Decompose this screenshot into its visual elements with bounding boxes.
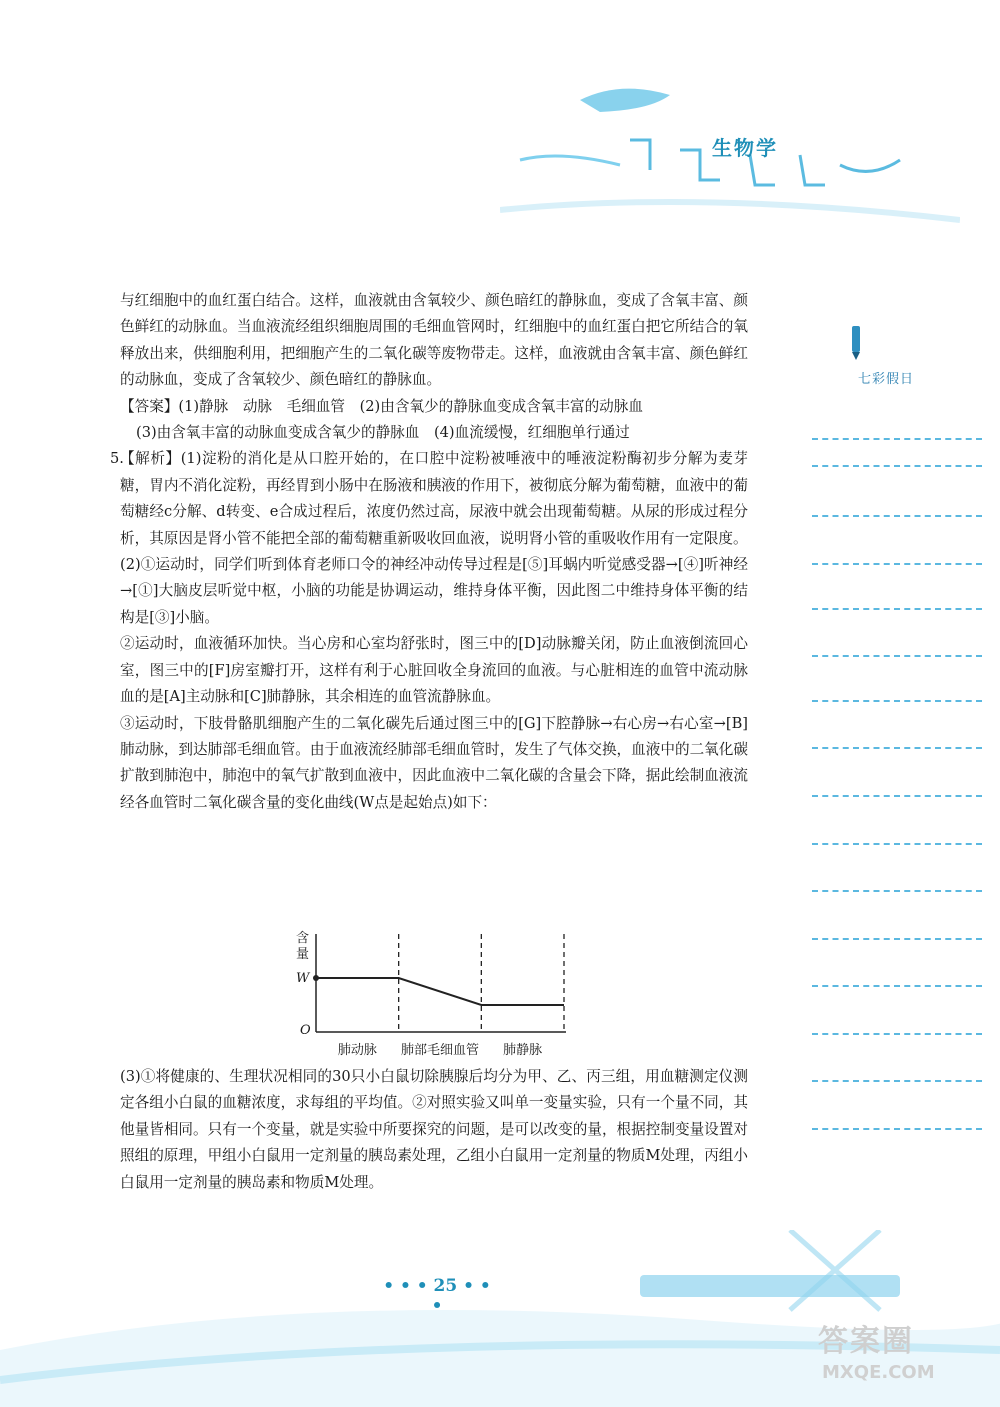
w-start-point (313, 975, 319, 981)
answer-line: (3)由含氧丰富的动脉血变成含氧少的静脉血 (4)血流缓慢，红细胞单行通过 (136, 424, 630, 442)
paragraph: 与红细胞中的血红蛋白结合。这样，血液就由含氧较少、颜色暗红的静脉血，变成了含氧丰富、颜色鲜红的动脉血。当血液流经组织细胞周围的毛细血管网时，红细胞中的血红蛋白把它所结合的氧释放出来，供细胞利用，把细胞产生的二氧化碳等废物带走。这样，血液就由含氧丰富、颜色鲜红的动脉血，变成了含氧较少、颜色暗红的静脉血。 (120, 292, 748, 389)
note-line (812, 655, 982, 657)
note-line (812, 1080, 982, 1082)
co2-series-line (316, 978, 564, 1005)
watermark-logo-text: 答案圈 (818, 1324, 914, 1359)
note-line (812, 700, 982, 702)
watermark-url: MXQE.COM (822, 1362, 935, 1383)
region-label: 肺静脉 (503, 1043, 543, 1058)
subject-label: 生物学 (712, 136, 778, 160)
note-line (812, 938, 982, 940)
note-line (812, 563, 982, 565)
note-line (812, 795, 982, 797)
answer-text-block (110, 288, 748, 816)
paragraph: 【解析】(1)淀粉的消化是从口腔开始的，在口腔中淀粉被唾液中的唾液淀粉酶初步分解为麦芽糖，胃内不消化淀粉，再经胃到小肠中在肠液和胰液的作用下，被彻底分解为葡萄糖，血液中的葡萄糖经c分解、d转变、e合成过程后，浓度仍然过高，尿液中就会出现葡萄糖。从尿的形成过程分析，其原因是肾小管不能把全部的葡萄糖重新吸收回血液，说明肾小管的重吸收作用有一定限度。 (120, 450, 748, 547)
w-label: W (296, 971, 310, 986)
boat-icon (580, 89, 670, 112)
co2-content-chart (286, 922, 586, 1062)
paragraph: (3)①将健康的、生理状况相同的30只小白鼠切除胰腺后均分为甲、乙、丙三组，用血糖测定仪测定各组小白鼠的血糖浓度，求每组的平均值。②对照实验又叫单一变量实验，只有一个量不同，其他量皆相同。只有一个变量，就是实验中所要探究的问题，是可以改变的量，根据控制变量设置对照组的原理，甲组小白鼠用一定剂量的胰岛素处理，乙组小白鼠用一定剂量的物质M处理，丙组小白鼠用一定剂量的胰岛素和物质M处理。 (120, 1068, 748, 1191)
note-line (812, 1128, 982, 1130)
note-line (812, 465, 982, 467)
origin-label: O (300, 1023, 311, 1038)
paragraph: ③运动时，下肢骨骼肌细胞产生的二氧化碳先后通过图三中的[G]下腔静脉→右心房→右心室→[B]肺动脉，到达肺部毛细血管。由于血液流经肺部毛细血管时，发生了气体交换，血液中的二氧化碳扩散到肺泡中，肺泡中的氧气扩散到血液中，因此血液中二氧化碳的含量会下降，据此绘制血液流经各血管时二氧化碳含量的变化曲线(W点是起始点)如下： (120, 714, 748, 811)
note-line (812, 985, 982, 987)
question-number: 5. (110, 450, 124, 468)
note-line (812, 890, 982, 892)
pencil-icon (846, 324, 866, 362)
y-axis-label-char1: 含 (296, 931, 310, 946)
answer-line: 【答案】(1)静脉 动脉 毛细血管 (2)由含氧少的静脉血变成含氧丰富的动脉血 (120, 397, 643, 415)
page-number: • • • 25 • • • (383, 1276, 491, 1316)
note-line (812, 438, 982, 440)
note-line (812, 608, 982, 610)
note-line (812, 843, 982, 845)
note-line (812, 1033, 982, 1035)
paragraph: ②运动时，血液循环加快。当心房和心室均舒张时，图三中的[D]动脉瓣关闭，防止血液倒流回心室，图三中的[F]房室瓣打开，这样有利于心脏回收全身流回的血液。与心脏相连的血管中流动脉血的是[A]主动脉和[C]肺静脉，其余相连的血管流静脉血。 (120, 635, 748, 706)
region-label: 肺动脉 (337, 1043, 377, 1058)
note-line (812, 515, 982, 517)
answer-text-block-2 (120, 1064, 748, 1196)
brand-text: 七彩假日 (858, 372, 915, 387)
footer-banner (640, 1275, 900, 1297)
question-5 (110, 446, 748, 552)
paragraph: (2)①运动时，同学们听到体育老师口令的神经冲动传导过程是[⑤]耳蜗内听觉感受器→[④]听神经→[①]大脑皮层听觉中枢，小脑的功能是协调运动，维持身体平衡，因此图二中维持身体平衡的结构是[③]小脑。 (120, 556, 748, 626)
region-label: 肺部毛细血管 (400, 1043, 480, 1058)
note-line (812, 747, 982, 749)
y-axis-label-char2: 量 (296, 947, 310, 962)
